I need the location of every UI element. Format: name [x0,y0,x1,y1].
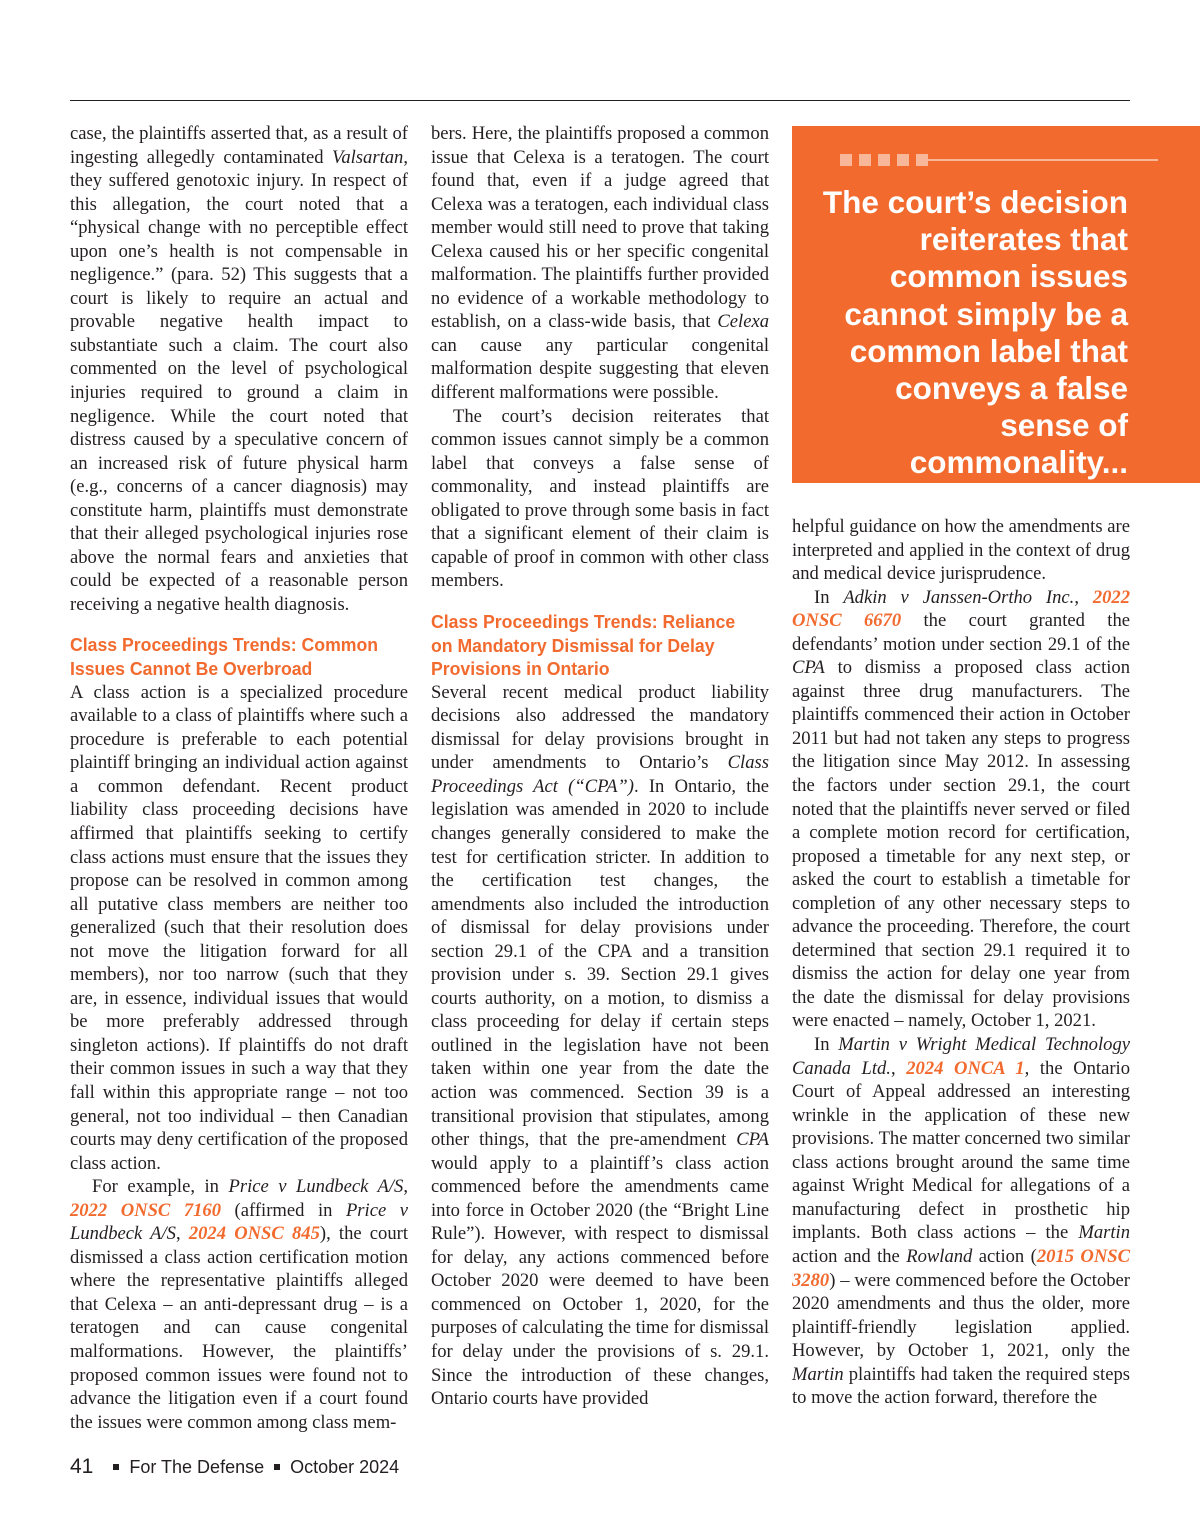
citation-link[interactable]: 2022 ONSC 6670 [792,586,1130,632]
decorative-squares-icon [840,153,1158,167]
page-footer [70,1455,399,1479]
bullet-icon [113,1464,119,1470]
column-1 [70,122,408,1434]
paragraph: For example, in Price v Lundbeck A/S, 2022 ONSC 7160 (affirmed in Price v Lundbeck A/S, 2024 ONSC 845), the court dismissed a class action certification motion where the representative plaintiffs alleged that Celexa – an anti-depressant drug – is a teratogen and can cause congenital malformations. However, the plaintiffs’ proposed common issues were found not to advance the litigation even if a court found the issues were common among class mem- [70,1176,409,1433]
paragraph: A class action is a specialized procedure available to a class of plaintiffs where such a procedure is preferable to each potential plaintiff bringing an individual action against a common defendant. Recent product liability class proceeding decisions have affirmed that plaintiffs seeking to certify class actions must ensure that the issues they propose can be resolved in common among all putative class members are neither too generalized (such that their resolution does not move the litigation forward for all members), nor too narrow (such that they are, in essence, individual issues that would be more preferably addressed through singleton actions). If plaintiffs do not draft their common issues in such a way that they fall within this appropriate range – not too general, not too individual – then Canadian courts may deny certification of the proposed class action. [70,681,408,1174]
citation-link[interactable]: 2015 ONSC 3280 [792,1245,1131,1291]
issue-date: October 2024 [290,1456,400,1477]
paragraph: Several recent medical product liability decisions also addressed the mandatory dismissal for delay provisions brought in under amendments to Ontario’s Class Proceedings Act (“CPA”). In Ontario, the legislation was amended in 2020 to include changes generally considered to make the test for certification stricter. In addition to the certification test changes, the amendments also included the introduction of dismissal for delay provisions under section 29.1 of the CPA and a transition provision under s. 39. Section 29.1 gives courts authority, on a motion, to dismiss a class proceeding for delay if certain steps outlined in the legislation have not been taken within one year from the date the action was commenced. Section 39 is a transitional provision that stipulates, among other things, that the pre-amendment CPA would apply to a plaintiff’s class action commenced before the amendments came into force in October 2020 (the “Bright Line Rule”). However, with respect to dismissal for delay, any actions commenced before October 2020 were deemed to have been commenced on October 1, 2020, for the purposes of calculating the time for dismissal for delay under the provisions of s. 29.1. Since the introduction of these changes, Ontario courts have provided [431,681,769,1410]
paragraph: bers. Here, the plaintiffs proposed a common issue that Celexa is a teratogen. The court found that, even if a judge agreed that Celexa was a teratogen, each individual class member would still need to prove that taking Celexa caused his or her specific congenital malformation. The plaintiffs further provided no evidence of a workable methodology to establish, on a class-wide basis, that Celexa can cause any particular congenital malformation despite suggesting that eleven different malformations were possible. [431,123,769,404]
paragraph: helpful guidance on how the amendments are interpreted and applied in the context of drug and medical device jurisprudence. [792,516,1130,585]
section-heading: Class Proceedings Trends: Common Issues Cannot Be Overbroad [70,634,379,680]
bullet-icon [274,1464,280,1470]
column-3 [792,515,1130,1410]
publication-name: For The Defense [129,1456,265,1477]
top-rule [70,100,1130,101]
column-2 [431,122,769,1411]
pull-quote-box [792,126,1200,483]
pull-quote-text: The court’s decision reiterates that common issues cannot simply be a common label that conveys a false sense of commonality... [822,184,1128,481]
citation-link[interactable]: 2022 ONSC 7160 [70,1199,222,1221]
paragraph: In Martin v Wright Medical Technology Canada Ltd., 2024 ONCA 1, the Ontario Court of Appeal addressed an interesting wrinkle in the application of these new provisions. The matter concerned two similar class actions brought around the same time against Wright Medical for allegations of a manufacturing defect in prosthetic hip implants. Both class actions – the Martin action and the Rowland action (2015 ONSC 3280) – were commenced before the October 2020 amendments and thus the older, more plaintiff-friendly legislation applied. However, by October 1, 2021, only the Martin plaintiffs had taken the required steps to move the action forward, therefore the [792,1034,1131,1409]
section-heading: Class Proceedings Trends: Reliance on Mandatory Dismissal for Delay Provisions in Ontario [431,610,736,680]
citation-link[interactable]: 2024 ONCA 1 [906,1057,1025,1079]
citation-link[interactable]: 2024 ONSC 845 [188,1223,320,1245]
paragraph: The court’s decision reiterates that common issues cannot simply be a common label that conveys a false sense of commonality, and instead plaintiffs are obligated to prove through some basis in fact that a significant element of their claim is capable of proof in common with other class members. [431,405,769,592]
paragraph: case, the plaintiffs asserted that, as a result of ingesting allegedly contaminated Valsartan, they suffered genotoxic injury. In respect of this allegation, the court noted that a “physical change with no perceptible effect upon one’s health is not compensable in negligence.” (para. 52) This suggests that a court is likely to require an actual and provable negative health impact to substantiate such a claim. The court also commented on the level of psychological injuries required to ground a claim in negligence. While the court noted that distress caused by a speculative concern of an increased risk of future physical harm (e.g., concerns of a cancer diagnosis) may constitute harm, plaintiffs must demonstrate that their alleged psychological injuries rose above the normal fears and anxieties that could be expected of a reasonable person receiving a negative health diagnosis. [70,123,408,615]
page-number: 41 [70,1455,94,1478]
paragraph: In Adkin v Janssen-Ortho Inc., 2022 ONSC 6670 the court granted the defendants’ motion under section 29.1 of the CPA to dismiss a proposed class action against three drug manufacturers. The plaintiffs commenced their action in October 2011 but had not taken any steps to progress the litigation since May 2012. In assessing the factors under section 29.1, the court noted that the plaintiffs never served or filed a complete motion record for certification, proposed a timetable for any next step, or asked the court to establish a timetable for completion of any other necessary steps to advance the proceeding. Therefore, the court determined that section 29.1 required it to dismiss the action for delay one year from the date the dismissal for delay provisions were enacted – namely, October 1, 2021. [792,586,1131,1032]
